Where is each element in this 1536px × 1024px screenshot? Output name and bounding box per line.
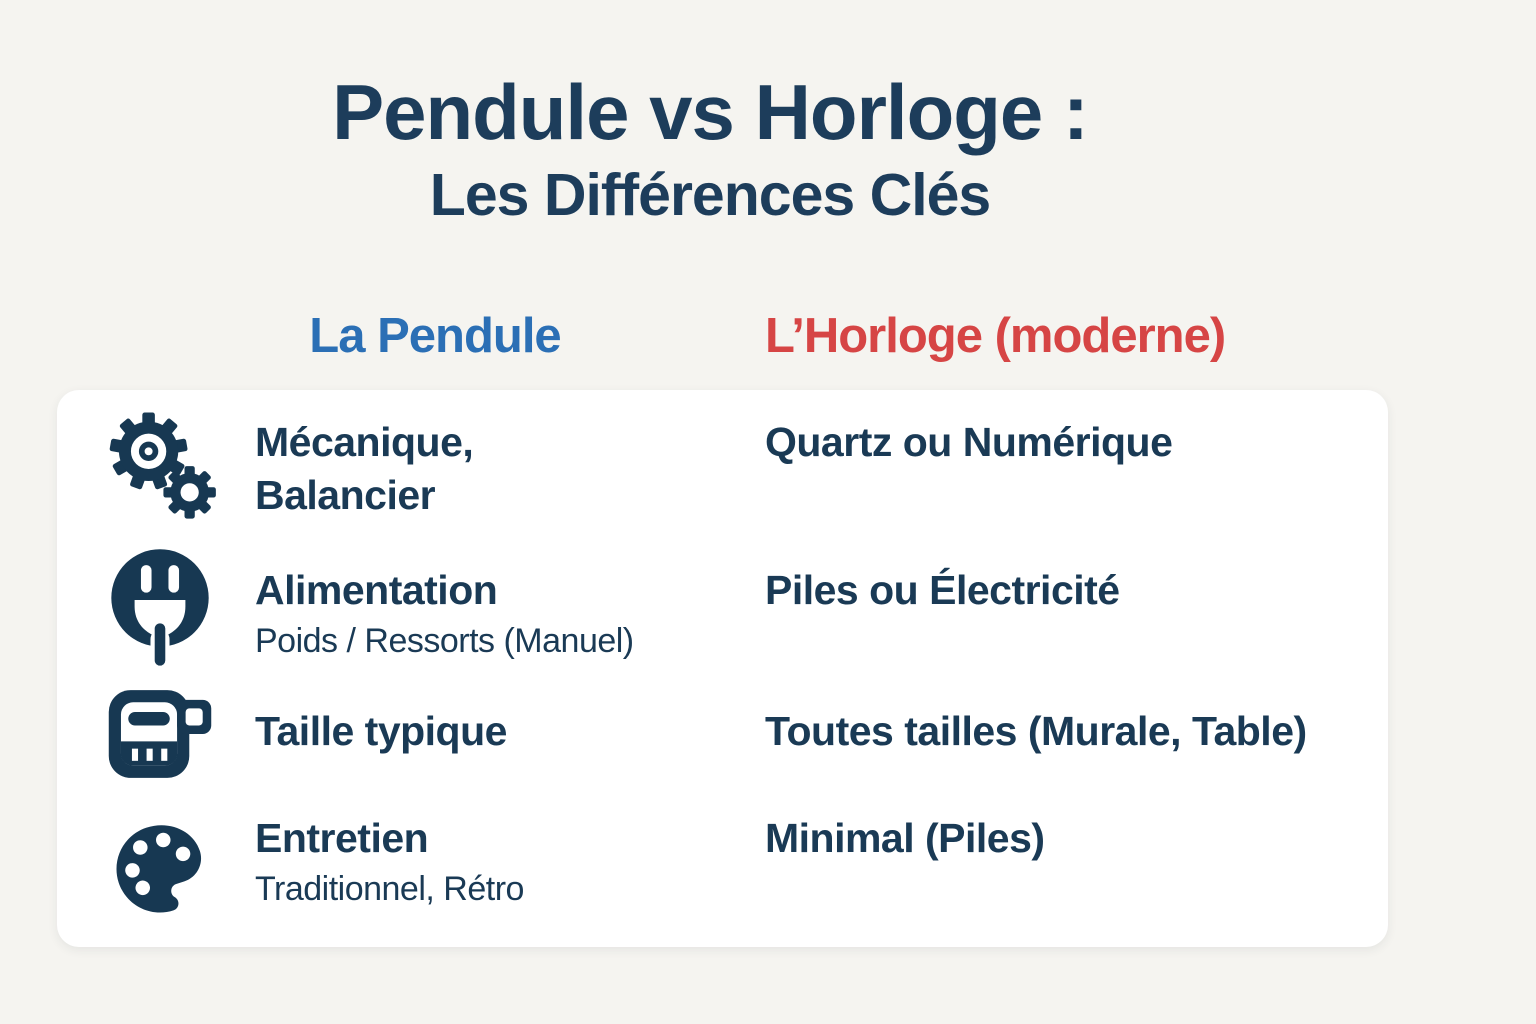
row-value: Toutes tailles (Murale, Table) [765,708,1307,754]
row-value: Quartz ou Numérique [765,419,1173,465]
row-value-cell [700,790,1388,947]
row-label-line2: Balancier [255,472,436,519]
row-label: Mécanique, [255,419,474,465]
table-row-power [57,540,1388,677]
palette-icon [90,790,230,947]
table-row-mechanism [57,390,1388,540]
power-plug-icon [90,540,230,677]
row-label-cell [230,390,700,540]
row-sublabel: Traditionnel, Rétro [255,870,524,909]
row-value: Minimal (Piles) [765,815,1045,861]
comparison-card [57,390,1388,947]
page-title: Pendule vs Horloge : [332,68,1088,156]
table-row-size [57,677,1388,790]
table-row-upkeep [57,790,1388,947]
tape-measure-icon [90,677,230,790]
row-value: Piles ou Électricité [765,567,1120,613]
row-value-cell [700,540,1388,677]
row-label-cell [230,677,700,790]
row-sublabel: Poids / Ressorts (Manuel) [255,622,634,661]
row-label: Taille typique [255,708,507,754]
title-block [0,70,1420,230]
row-value-cell [700,390,1388,540]
page-subtitle: Les Différences Clés [429,161,991,228]
column-header-horloge: L’Horloge (moderne) [765,309,1226,363]
row-value-cell [700,677,1388,790]
gears-icon [90,390,230,540]
row-label-cell [230,540,700,677]
row-label: Alimentation [255,567,498,613]
row-label-cell [230,790,700,947]
column-header-pendule: La Pendule [309,309,561,363]
row-label: Entretien [255,815,429,861]
